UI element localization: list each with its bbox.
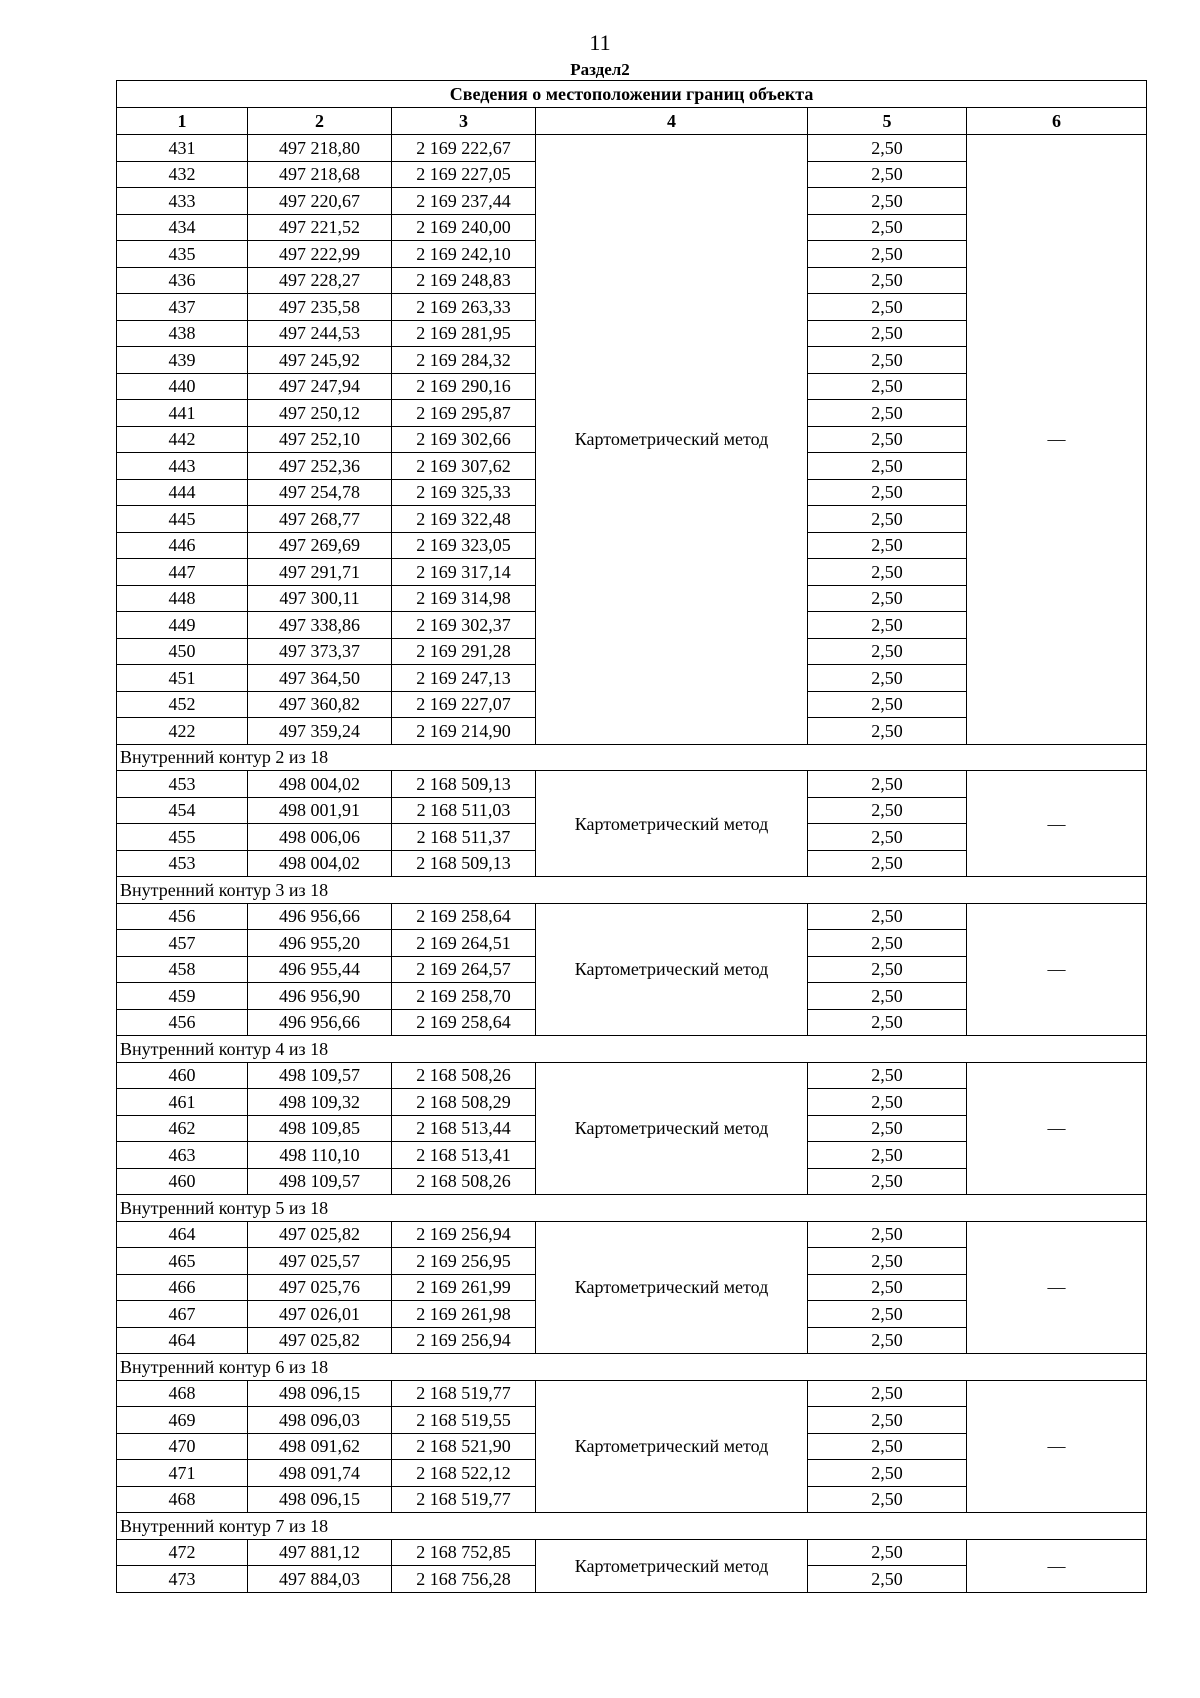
coordinate-y: 2 168 513,41 [392,1142,536,1169]
coordinate-x: 497 360,82 [248,691,392,718]
coordinate-x: 497 252,36 [248,453,392,480]
coordinate-y: 2 169 314,98 [392,585,536,612]
coordinate-x: 498 004,02 [248,771,392,798]
column-header: 3 [392,108,536,135]
coordinate-y: 2 168 508,26 [392,1168,536,1195]
coordinate-x: 497 359,24 [248,718,392,745]
accuracy-value: 2,50 [808,903,967,930]
point-number: 464 [117,1327,248,1354]
accuracy-value: 2,50 [808,585,967,612]
accuracy-value: 2,50 [808,1539,967,1566]
point-number: 450 [117,638,248,665]
accuracy-value: 2,50 [808,426,967,453]
accuracy-value: 2,50 [808,1301,967,1328]
coordinate-x: 496 956,90 [248,983,392,1010]
point-number: 468 [117,1486,248,1513]
table-row [117,1221,1147,1248]
coordinate-x: 497 025,82 [248,1221,392,1248]
coordinate-y: 2 168 756,28 [392,1566,536,1593]
point-number: 456 [117,903,248,930]
accuracy-value: 2,50 [808,1486,967,1513]
point-number: 432 [117,161,248,188]
coordinate-y: 2 169 261,99 [392,1274,536,1301]
contour-row [117,1354,1147,1381]
accuracy-value: 2,50 [808,294,967,321]
coordinate-x: 496 956,66 [248,903,392,930]
coordinate-y: 2 169 323,05 [392,532,536,559]
coordinate-x: 497 884,03 [248,1566,392,1593]
point-number: 455 [117,824,248,851]
coordinate-x: 497 025,76 [248,1274,392,1301]
coordinate-x: 498 091,74 [248,1460,392,1487]
coordinate-x: 498 109,57 [248,1168,392,1195]
coordinate-x: 497 269,69 [248,532,392,559]
contour-label: Внутренний контур 6 из 18 [117,1354,1147,1381]
accuracy-value: 2,50 [808,718,967,745]
coordinate-y: 2 168 509,13 [392,771,536,798]
coordinate-x: 497 221,52 [248,214,392,241]
point-number: 439 [117,347,248,374]
coordinate-y: 2 169 256,94 [392,1327,536,1354]
point-number: 472 [117,1539,248,1566]
coordinate-y: 2 168 522,12 [392,1460,536,1487]
point-number: 449 [117,612,248,639]
point-number: 458 [117,956,248,983]
point-number: 470 [117,1433,248,1460]
accuracy-value: 2,50 [808,506,967,533]
table-row [117,1380,1147,1407]
coordinate-y: 2 169 302,37 [392,612,536,639]
point-number: 440 [117,373,248,400]
accuracy-value: 2,50 [808,1009,967,1036]
coordinate-x: 497 268,77 [248,506,392,533]
coordinate-y: 2 169 258,70 [392,983,536,1010]
coordinate-x: 496 956,66 [248,1009,392,1036]
point-number: 464 [117,1221,248,1248]
table-row [117,1062,1147,1089]
coordinate-x: 497 025,82 [248,1327,392,1354]
coordinate-y: 2 168 509,13 [392,850,536,877]
coordinate-x: 497 218,68 [248,161,392,188]
coordinate-x: 497 300,11 [248,585,392,612]
method-cell: Картометрический метод [536,1539,808,1592]
accuracy-value: 2,50 [808,930,967,957]
coordinate-x: 498 096,03 [248,1407,392,1434]
coordinate-y: 2 169 248,83 [392,267,536,294]
coordinate-x: 497 881,12 [248,1539,392,1566]
table-row [117,135,1147,162]
accuracy-value: 2,50 [808,797,967,824]
coordinate-y: 2 169 317,14 [392,559,536,586]
point-number: 438 [117,320,248,347]
point-number: 453 [117,771,248,798]
point-number: 448 [117,585,248,612]
description-dash: — [967,1539,1147,1592]
point-number: 444 [117,479,248,506]
accuracy-value: 2,50 [808,1221,967,1248]
coordinate-y: 2 169 291,28 [392,638,536,665]
coordinate-x: 497 247,94 [248,373,392,400]
contour-label: Внутренний контур 5 из 18 [117,1195,1147,1222]
accuracy-value: 2,50 [808,347,967,374]
coordinate-x: 498 001,91 [248,797,392,824]
coordinate-y: 2 168 752,85 [392,1539,536,1566]
accuracy-value: 2,50 [808,956,967,983]
point-number: 443 [117,453,248,480]
coordinate-y: 2 169 227,05 [392,161,536,188]
point-number: 459 [117,983,248,1010]
point-number: 460 [117,1168,248,1195]
coordinate-y: 2 169 307,62 [392,453,536,480]
accuracy-value: 2,50 [808,771,967,798]
coordinate-x: 497 235,58 [248,294,392,321]
accuracy-value: 2,50 [808,161,967,188]
table-row [117,1539,1147,1566]
coordinate-x: 497 254,78 [248,479,392,506]
accuracy-value: 2,50 [808,320,967,347]
coordinate-x: 497 218,80 [248,135,392,162]
coordinate-y: 2 168 519,55 [392,1407,536,1434]
coordinate-y: 2 169 214,90 [392,718,536,745]
coordinate-y: 2 168 508,29 [392,1089,536,1116]
coordinate-x: 497 373,37 [248,638,392,665]
coordinate-x: 497 364,50 [248,665,392,692]
coordinate-y: 2 169 247,13 [392,665,536,692]
accuracy-value: 2,50 [808,1327,967,1354]
accuracy-value: 2,50 [808,214,967,241]
column-header: 2 [248,108,392,135]
accuracy-value: 2,50 [808,1062,967,1089]
page-number: 11 [589,30,611,55]
accuracy-value: 2,50 [808,1168,967,1195]
accuracy-value: 2,50 [808,983,967,1010]
point-number: 463 [117,1142,248,1169]
coordinate-x: 497 245,92 [248,347,392,374]
coordinate-y: 2 168 511,37 [392,824,536,851]
coordinate-y: 2 169 264,51 [392,930,536,957]
coordinate-y: 2 169 242,10 [392,241,536,268]
method-cell: Картометрический метод [536,1380,808,1513]
coordinate-y: 2 169 284,32 [392,347,536,374]
accuracy-value: 2,50 [808,1142,967,1169]
contour-label: Внутренний контур 7 из 18 [117,1513,1147,1540]
point-number: 461 [117,1089,248,1116]
coordinate-x: 497 244,53 [248,320,392,347]
coordinate-x: 496 955,44 [248,956,392,983]
point-number: 457 [117,930,248,957]
coordinate-x: 498 096,15 [248,1380,392,1407]
accuracy-value: 2,50 [808,691,967,718]
coordinate-y: 2 168 508,26 [392,1062,536,1089]
table-caption: Сведения о местоположении границ объекта [117,81,1147,108]
coordinate-y: 2 169 240,00 [392,214,536,241]
coordinate-x: 498 004,02 [248,850,392,877]
method-cell: Картометрический метод [536,135,808,745]
accuracy-value: 2,50 [808,1407,967,1434]
coordinate-x: 497 025,57 [248,1248,392,1275]
coordinate-x: 497 222,99 [248,241,392,268]
contour-label: Внутренний контур 2 из 18 [117,744,1147,771]
accuracy-value: 2,50 [808,665,967,692]
point-number: 468 [117,1380,248,1407]
contour-row [117,1513,1147,1540]
coordinate-x: 497 026,01 [248,1301,392,1328]
method-cell: Картометрический метод [536,903,808,1036]
point-number: 445 [117,506,248,533]
coordinate-x: 498 091,62 [248,1433,392,1460]
coordinate-x: 496 955,20 [248,930,392,957]
table-caption-row [117,81,1147,108]
description-dash: — [967,1221,1147,1354]
coordinate-y: 2 168 519,77 [392,1486,536,1513]
accuracy-value: 2,50 [808,1380,967,1407]
point-number: 469 [117,1407,248,1434]
coordinate-x: 497 291,71 [248,559,392,586]
coordinate-y: 2 169 290,16 [392,373,536,400]
coordinate-y: 2 168 519,77 [392,1380,536,1407]
coordinate-y: 2 169 222,67 [392,135,536,162]
point-number: 434 [117,214,248,241]
contour-row [117,1195,1147,1222]
table-header-row [117,108,1147,135]
coordinate-x: 498 109,32 [248,1089,392,1116]
accuracy-value: 2,50 [808,1115,967,1142]
coordinate-y: 2 169 256,94 [392,1221,536,1248]
coordinate-y: 2 169 322,48 [392,506,536,533]
coordinate-y: 2 168 513,44 [392,1115,536,1142]
point-number: 454 [117,797,248,824]
point-number: 442 [117,426,248,453]
point-number: 446 [117,532,248,559]
point-number: 467 [117,1301,248,1328]
point-number: 437 [117,294,248,321]
point-number: 473 [117,1566,248,1593]
coordinate-y: 2 168 521,90 [392,1433,536,1460]
description-dash: — [967,1380,1147,1513]
accuracy-value: 2,50 [808,824,967,851]
coordinate-y: 2 169 263,33 [392,294,536,321]
accuracy-value: 2,50 [808,532,967,559]
coordinate-x: 498 110,10 [248,1142,392,1169]
table-row [117,771,1147,798]
point-number: 465 [117,1248,248,1275]
contour-row [117,1036,1147,1063]
table-row [117,903,1147,930]
point-number: 466 [117,1274,248,1301]
method-cell: Картометрический метод [536,1062,808,1195]
point-number: 447 [117,559,248,586]
column-header: 1 [117,108,248,135]
accuracy-value: 2,50 [808,400,967,427]
accuracy-value: 2,50 [808,188,967,215]
description-dash: — [967,135,1147,745]
coordinate-x: 498 006,06 [248,824,392,851]
column-header: 5 [808,108,967,135]
accuracy-value: 2,50 [808,241,967,268]
column-header: 6 [967,108,1147,135]
coordinate-x: 498 109,85 [248,1115,392,1142]
point-number: 433 [117,188,248,215]
point-number: 441 [117,400,248,427]
coordinate-y: 2 169 237,44 [392,188,536,215]
description-dash: — [967,771,1147,877]
description-dash: — [967,903,1147,1036]
coordinate-x: 498 096,15 [248,1486,392,1513]
accuracy-value: 2,50 [808,135,967,162]
accuracy-value: 2,50 [808,1089,967,1116]
contour-row [117,877,1147,904]
column-header: 4 [536,108,808,135]
point-number: 462 [117,1115,248,1142]
accuracy-value: 2,50 [808,1274,967,1301]
point-number: 456 [117,1009,248,1036]
coordinate-x: 497 252,10 [248,426,392,453]
coordinate-x: 497 228,27 [248,267,392,294]
accuracy-value: 2,50 [808,1566,967,1593]
coordinate-y: 2 169 258,64 [392,903,536,930]
contour-label: Внутренний контур 4 из 18 [117,1036,1147,1063]
contour-row [117,744,1147,771]
point-number: 471 [117,1460,248,1487]
description-dash: — [967,1062,1147,1195]
section-title: Раздел2 [570,60,630,79]
accuracy-value: 2,50 [808,559,967,586]
coordinate-y: 2 169 302,66 [392,426,536,453]
accuracy-value: 2,50 [808,479,967,506]
coordinate-y: 2 169 325,33 [392,479,536,506]
point-number: 436 [117,267,248,294]
method-cell: Картометрический метод [536,1221,808,1354]
accuracy-value: 2,50 [808,850,967,877]
point-number: 435 [117,241,248,268]
point-number: 460 [117,1062,248,1089]
accuracy-value: 2,50 [808,1433,967,1460]
point-number: 453 [117,850,248,877]
accuracy-value: 2,50 [808,1248,967,1275]
accuracy-value: 2,50 [808,267,967,294]
accuracy-value: 2,50 [808,1460,967,1487]
point-number: 451 [117,665,248,692]
point-number: 431 [117,135,248,162]
method-cell: Картометрический метод [536,771,808,877]
coordinate-y: 2 169 264,57 [392,956,536,983]
accuracy-value: 2,50 [808,638,967,665]
accuracy-value: 2,50 [808,373,967,400]
coordinate-y: 2 169 258,64 [392,1009,536,1036]
coordinate-y: 2 169 227,07 [392,691,536,718]
coordinate-x: 497 220,67 [248,188,392,215]
accuracy-value: 2,50 [808,612,967,639]
point-number: 422 [117,718,248,745]
coordinate-y: 2 168 511,03 [392,797,536,824]
contour-label: Внутренний контур 3 из 18 [117,877,1147,904]
coordinate-x: 497 338,86 [248,612,392,639]
coordinate-y: 2 169 295,87 [392,400,536,427]
coordinate-x: 497 250,12 [248,400,392,427]
accuracy-value: 2,50 [808,453,967,480]
coordinate-y: 2 169 256,95 [392,1248,536,1275]
coordinates-table [116,80,1147,1593]
point-number: 452 [117,691,248,718]
coordinate-x: 498 109,57 [248,1062,392,1089]
coordinate-y: 2 169 281,95 [392,320,536,347]
coordinate-y: 2 169 261,98 [392,1301,536,1328]
